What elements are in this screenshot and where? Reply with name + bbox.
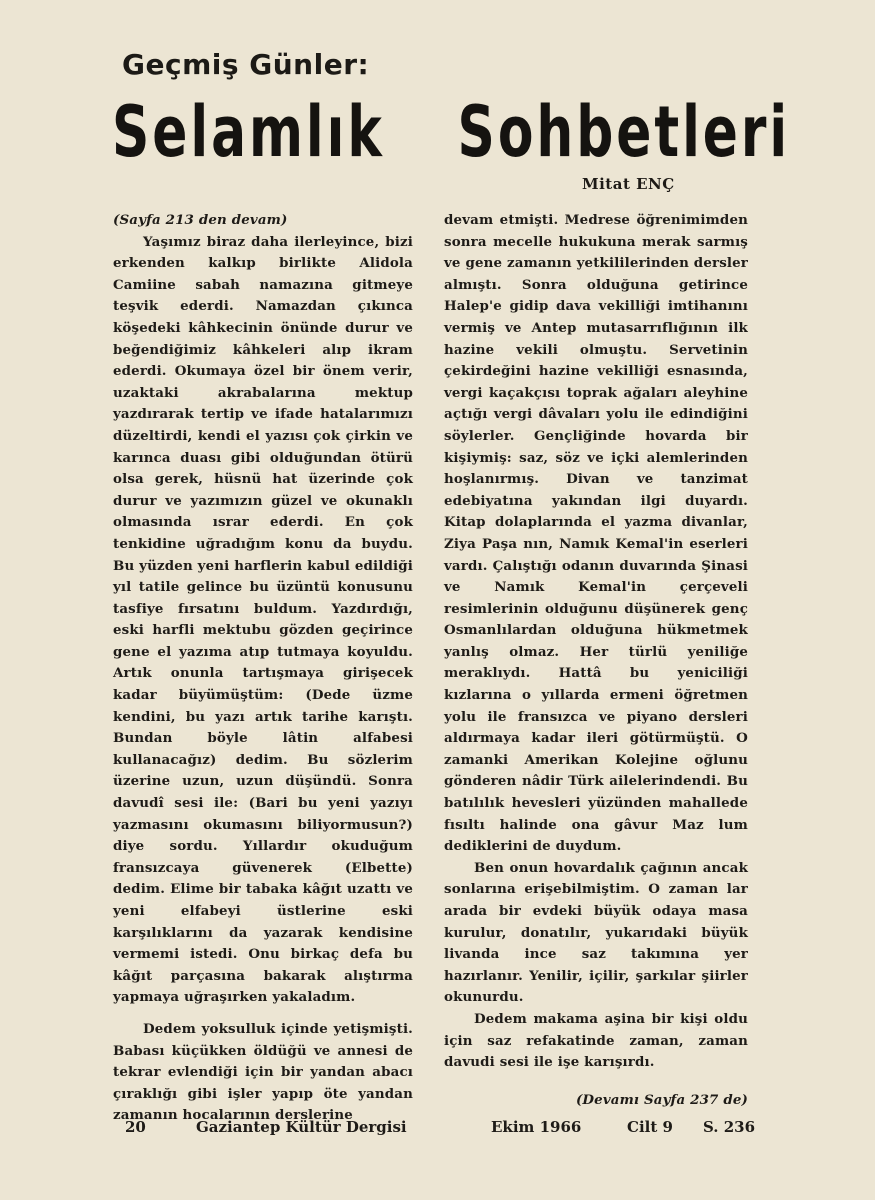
paragraph: Dedem makama aşina bir kişi oldu için saz refakatinde zaman, zaman davudi sesi ile işe karışırdı. xyxy=(444,1010,748,1071)
author-name: Mitat ENÇ xyxy=(582,175,675,193)
continued-from-note: (Sayfa 213 den devam) xyxy=(113,212,288,228)
section-kicker: Geçmiş Günler: xyxy=(122,48,370,81)
article-title: Selamlık Sohbetleri xyxy=(112,91,791,173)
paragraph: devam etmişti. Medrese öğrenimimden sonra mecelle hukukuna merak sarmış ve gene zamanın yetkililerinden dersler almıştı. Sonra olduğuna getirince Halep'e gidip dava vekilliği imtihanını vermiş ve Antep mutasarrıflığının ilk hazine vekili olmuştu. Servetinin çekirdeğini hazine vekilliği esnasında, vergi kaçakçısı toprak ağaları aleyhine açtığı vergi dâvaları yolu ile edindiğini söylerler. Gençliğinde hovarda bir kişiymiş: saz, söz ve içki alemlerinden hoşlanırmış. Divan ve tanzimat edebiyatına yakından ilgi duyardı. Kitap dolaplarında el yazma divanlar, Ziya Paşa nın, Namık Kemal'in eserleri vardı. Çalıştığı odanın duvarında Şinasi ve Namık Kemal'in çerçeveli resimlerinin olduğunu düşünerek genç Osmanlılardan olduğuna hükmetmek yanlış olmaz. Her türlü yeniliğe meraklıydı. Hattâ bu yeniciliği kızlarına o yıllarda ermeni öğretmen yolu ile fransızca ve piyano dersleri aldırmaya kadar ileri götürmüştü. O zamanki Amerikan Kolejine oğlunu gönderen nâdir Türk ailelerindendi. Bu batılılık hevesleri yüzünden mahallede fısıltı halinde ona gâvur Maz lum dediklerini de duydum. xyxy=(444,212,748,855)
paragraph: Ben onun hovardalık çağının ancak sonlarına erişebilmiştim. O zaman lar arada bir evdeki büyük odaya masa kurulur, donatılır, yukarıdaki büyük livanda ince saz takımına yer hazırlanır. Yenilir, içilir, şarkılar şiirler okunurdu. xyxy=(444,859,748,1006)
page-number: 20 xyxy=(125,1118,146,1136)
right-column xyxy=(444,210,748,1111)
publication-name: Gaziantep Kültür Dergisi xyxy=(196,1118,407,1136)
page-footer xyxy=(0,1118,875,1142)
issue-number: S. 236 xyxy=(703,1118,756,1136)
paragraph: Yaşımız biraz daha ilerleyince, bizi erkenden kalkıp birlikte Alidola Camiine sabah namazına gitmeye teşvik ederdi. Namazdan çıkınca köşedeki kâhkecinin önünde durur ve beğendiğimiz kâhkeleri alıp ikram ederdi. Okumaya özel bir önem verir, uzaktaki akrabalarına mektup yazdırarak tertip ve ifade hatalarımızı düzeltirdi, kendi el yazısı çok çirkin ve karınca duası gibi olduğundan ötürü olsa gerek, hüsnü hat üzerinde çok durur ve yazımızın güzel ve okunaklı olmasında ısrar ederdi. En çok tenkidine uğradığım konu da buydu. Bu yüzden yeni harflerin kabul edildiği yıl tatile gelince bu üzüntü konusunu tasfiye fırsatını buldum. Yazdırdığı, eski harfli mektubu gözden geçirince gene el yazıma atıp tutmaya koyuldu. Artık onunla tartışmaya girişecek kadar büyümüştüm: (Dede üzme kendini, bu yazı artık tarihe karıştı. Bundan böyle lâtin alfabesi kullanacağız) dedim. Bu sözlerim üzerine uzun, uzun düşündü. Sonra davudî sesi ile: (Bari bu yeni yazıyı yazmasını okumasını biliyormusun?) diye sordu. Yıllardır okuduğum fransızcaya güvenerek (Elbette) dedim. Elime bir tabaka kâğıt uzattı ve yeni elfabeyi üstlerine eski karşılıklarını da yazarak kendisine vermemi istedi. Onu birkaç defa bu kâğıt parçasına bakarak alıştırma yapmaya uğraşırken yakaladım. xyxy=(113,233,413,1006)
issue-date: Ekim 1966 xyxy=(491,1118,582,1136)
continued-to-note: (Devamı Sayfa 237 de) xyxy=(575,1091,748,1108)
volume-number: Cilt 9 xyxy=(627,1118,673,1136)
paragraph: Dedem yoksulluk içinde yetişmişti. Babası küçükken öldüğü ve annesi de tekrar evlendiği için bir yandan abacı çıraklığı gibi işler yapıp öte yandan zamanın hocalarının derslerine xyxy=(113,1020,413,1124)
left-column xyxy=(113,210,413,1127)
